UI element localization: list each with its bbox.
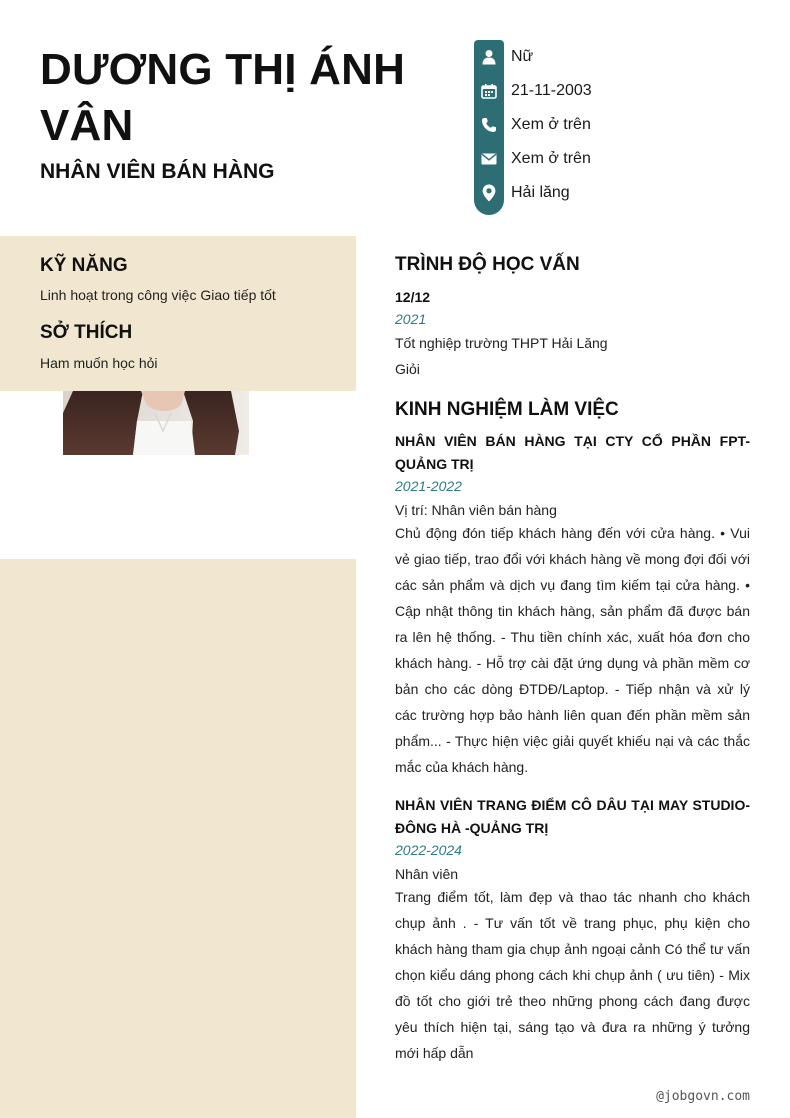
- experience-heading: KINH NGHIỆM LÀM VIỆC: [395, 399, 619, 420]
- candidate-name: DƯƠNG THỊ ÁNH VÂN: [40, 45, 406, 150]
- sidebar-background-bottom: [0, 559, 356, 1118]
- hobbies-heading: SỞ THÍCH: [40, 322, 133, 343]
- phone-icon: [474, 114, 504, 136]
- contact-email: Xem ở trên: [511, 150, 591, 167]
- education-year: 2021: [395, 311, 427, 327]
- job-title-2: NHÂN VIÊN TRANG ĐIỂM CÔ DÂU TẠI MAY STUDIO-ĐÔNG HÀ -QUẢNG TRỊ: [395, 797, 750, 836]
- contact-gender: Nữ: [511, 48, 534, 65]
- contact-birthday: 21-11-2003: [511, 82, 592, 99]
- education-section: [395, 254, 750, 377]
- education-heading: TRÌNH ĐỘ HỌC VẤN: [395, 254, 580, 275]
- job-period-1: 2021-2022: [395, 478, 462, 494]
- email-icon: [474, 148, 504, 170]
- job-title: NHÂN VIÊN BÁN HÀNG: [40, 160, 275, 183]
- hobbies-text: Ham muốn học hỏi: [40, 355, 158, 371]
- job-title-1: NHÂN VIÊN BÁN HÀNG TẠI CTY CỔ PHẦN FPT-QUẢNG TRỊ: [395, 433, 750, 472]
- watermark: @jobgovn.com: [656, 1089, 750, 1104]
- profile-photo: [63, 391, 249, 455]
- experience-item: [395, 794, 750, 1066]
- experience-item: [395, 430, 750, 780]
- calendar-icon: [474, 80, 504, 102]
- location-pin-icon: [474, 182, 504, 204]
- contact-icon-bar: [474, 40, 504, 215]
- job-description-2: Trang điểm tốt, làm đẹp và thao tác nhanh cho khách chụp ảnh . - Tư vấn tốt về trang phục, phụ kiện cho khách hàng tham gia chụp ảnh ngoại cảnh Có thể tư vấn chọn kiểu dáng phong cách khi chụp ảnh ( ưu tiên) - Mix đồ tốt cho giới trẻ theo những phong cách đang được yêu thích hiện tại, sáng tạo và đưa ra những ý tưởng mới hấp dẫn: [395, 889, 750, 1061]
- education-school: Tốt nghiệp trường THPT Hải Lăng: [395, 335, 608, 351]
- education-grade: Giỏi: [395, 361, 420, 377]
- education-level: 12/12: [395, 289, 431, 305]
- contact-address: Hải lăng: [511, 184, 570, 201]
- job-position-2: Nhân viên: [395, 866, 459, 882]
- contact-phone: Xem ở trên: [511, 116, 591, 133]
- job-position-1: Vị trí: Nhân viên bán hàng: [395, 502, 557, 518]
- experience-section: [395, 399, 750, 1066]
- job-description-1: Chủ động đón tiếp khách hàng đến với cửa hàng. • Vui vẻ giao tiếp, trao đổi với khách hàng về mong đợi đối với các sản phẩm và dịch vụ đang tìm kiếm tại cửa hàng. • Cập nhật thông tin khách hàng, sản phẩm đã được bán ra lên hệ thống. - Thu tiền chính xác, xuất hóa đơn cho khách hàng. - Hỗ trợ cài đặt ứng dụng và phần mềm cơ bản cho các dòng ĐTDĐ/Laptop. - Tiếp nhận và xử lý các trường hợp bảo hành liên quan đến phần mềm sản phẩm... - Thực hiện việc giải quyết khiếu nại và các thắc mắc của khách hàng.: [395, 525, 750, 775]
- skills-text: Linh hoạt trong công việc Giao tiếp tốt: [40, 287, 276, 303]
- skills-heading: KỸ NĂNG: [40, 255, 128, 276]
- user-icon: [474, 46, 504, 68]
- job-period-2: 2022-2024: [395, 842, 462, 858]
